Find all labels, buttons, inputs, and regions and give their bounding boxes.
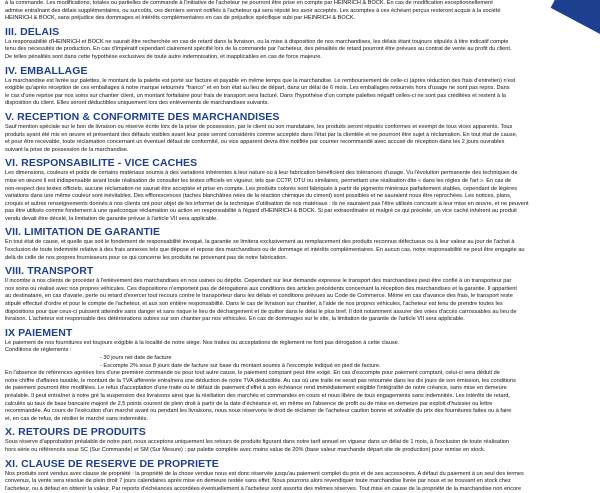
intro-line: à la commande. Les modifications, totales ou partielles de commande à l'initiative de l'acheteur ne pourront être prise en compte par HEINRICH & BOCK. En cas de modification exceptionnellement [5, 0, 493, 6]
section-text-line: suivant la prise de possession de la marchandise. [5, 146, 129, 153]
section-text-line: Le paiement de nos fournitures est toujours exigible à la localité de notre siège. Nos traites ou acceptations de règlement ne font pas dérogation à cette clause. [5, 339, 400, 346]
section-text-line: Nos produits sont vendus avec clause de propriété : la propriété de la chose vendue nous est donc réservée jusqu'au paiement complet du prix et de ses accessoires. A défaut du paiement à un seul des termes [5, 470, 524, 477]
section-text-line: Conditions de règlements : [5, 347, 72, 354]
section-title: XI. CLAUSE DE RESERVE DE PROPRIETE [5, 457, 219, 470]
section-text-line: - 30 jours net date de facture [100, 355, 172, 361]
section [5, 426, 587, 454]
section-text-line: et pour être recevable, toute réclamation concernant un éventuel défaut de conformité, ou vice apparent devra être notifiée par courrier recommandé avec accusé de réception dans les 2 jours ouvrables [5, 139, 505, 146]
section-text-line: vendu devait être décelé, la limitation de garantie prévue à l'article VII sera applicable. [5, 215, 218, 222]
section-text-line: le cas d'une reprise par nos soins sur chantier client, un montant forfaitaire pour frais de transport sera facturé. Dans l'hypothèse d'un compte palettes négatif celles-ci ne sont pas créditées et restent à la [5, 92, 507, 99]
section-text-line: Les dimensions, couleurs et poids de certains matériaux soumis à des variations inhérentes à leur nature ou à leur fabrication bénéficient des tolérances d'usage. Vu l'évolution permanente des techniques de [5, 170, 518, 177]
section [5, 111, 587, 154]
section-text-line: non-respect des textes officiels, aucune réclamation ne saurait être acceptée et prise en compte. Les produits colorés sont fabriqués à partir de pigments minéraux parfaitement stables, cependant de légères [5, 185, 518, 192]
section-title: VIII. TRANSPORT [5, 265, 94, 278]
section-title: III. DELAIS [5, 25, 60, 38]
terms-document [5, 0, 587, 493]
section-text-line: convenus, la vente sera résolue de plein droit 7 jours calendaires après mise en demeure restée sans effet. Nous pourrons alors revendiquer toute marchandise livrée par nous et se trouvant en stock chez [5, 478, 511, 485]
section-text-line: De telles pénalités sont dans cette hypothèse exclusives de toute autre indemnisation, et inapplicables en cas de force majeure. [5, 53, 322, 60]
section-title: X. RETOURS DE PRODUITS [5, 426, 146, 439]
section [5, 157, 587, 223]
section-title: V. RECEPTION & CONFORMITE DES MARCHANDISES [5, 110, 280, 123]
section-text-line: hors série ou référencés sous SC (Sur Commande) et SM (Sur Mesure) ; par palette complète avec moins value de 20% (base valeur marchande départ site de production) pour remise en stock. [5, 446, 486, 453]
section-title: IX PAIEMENT [5, 326, 73, 339]
section-text-line: La marchandise est livrée sur palettes, le montant de la palette est porté sur facture et payable en même temps que la marchandise. Le remboursement de celle-ci (après réduction des frais d'entretien) n'est [5, 77, 516, 84]
section-text-line: Sauf mention spéciale sur le bon de livraison ou réserve écrite lors de la prise de possession, par le client ou son mandataire, les produits seront réputés conformes et exempt de tous vices apparents. Tous [5, 123, 513, 130]
section [5, 26, 587, 62]
section-text-line: et, en cas de refus, de résilier le marché sans indemnités. [5, 415, 149, 422]
section-text-line: mise en œuvre il est indispensable avant toute réalisation de consulter les textes officiels en vigueur, tels que CCTP, DTU ou similaires, permettant une réalisation dite « dans les règles de l'art ». En cas de [5, 177, 512, 184]
section-text-line: de paiement pourront être modifiées. Le refus d'acceptation d'une traite ou le défaut de paiement d'effet à son échéance rend immédiatement exigible l'intégralité de notre créance, sans mise en demeure [5, 385, 507, 392]
section [5, 265, 587, 324]
section [5, 327, 587, 424]
section-text-line: l'acheteur, ou à défaut en obtenir la valeur. Par reports d'échéances accordées éventuellement à l'acheteur sont assortis des mêmes réserves. Tout mise en cause de la propriété de la marchandise non encore [5, 485, 522, 492]
section-text-line: La responsabilité d'HEINRICH et BOCK ne saurait être recherchée en cas de retard dans la livraison, ou la mise à disposition de nos marchandises, les délais étant toujours stipulés à titre indicatif compte [5, 38, 509, 45]
section-title: IV. EMBALLAGE [5, 64, 88, 77]
section-text-line: nos soins ou réalisé avec nos propres véhicules. Ces dispositions n'emportent pas de dérogations aux conditions des articles précédents concernant la réception des marchandises et la garantie. Il appartient [5, 285, 517, 292]
section [5, 65, 587, 108]
section-text-line: disposition du client. Elles seront déductibles uniquement lors des enlèvements de marchandises suivants. [5, 100, 269, 107]
section-text-line: En tout état de cause, et quelle que soit le fondement de responsabilité invoqué, la garantie se limitera exclusivement au remplacement des produits reconnus défectueux ou à leur valeur au jour de l'achat à [5, 239, 515, 246]
intro-line: admise entraînant des délais supplémentaires, ou surcoûts, ces derniers seront notifiés à l'acheteur qui sera réputé les avoir acceptés. Les acomptes à ces échéant perçus resteront acquis à la société [5, 7, 501, 14]
section-text-line: calculés au taux de base bancaire majoré de 2,5 points courent de plein droit à partir de la date d'échéance et, en même en l'absence de profit ou de mise en demeure par exploit d'huissier ou lettre [5, 400, 493, 407]
section-text-line: produits ayant été mis en œuvre et présentant des défauts visibles avant leur pose seront considérés comme acceptés dans l'état par la clientèle et ne pourront être sujet à réclamation. En tout état de cause, [5, 131, 518, 138]
section-title: VII. LIMITATION DE GARANTIE [5, 226, 161, 239]
section-text-line: notre chiffre d'affaires taxable, le montant de la TVA afférente entraînera une déduction de notre TVA déductible. Au cas où une traite ne serait pas retournée dans les dix jours de son émission, les conditions [5, 377, 516, 384]
section-text-line: tenu des nécessités de production. En cas d'impératif cependant clairement spécifié lors de la commande par l'acheteur, des pénalités de retard pourront être prévues au contrat de vente au profit du client. [5, 46, 512, 53]
section [5, 226, 587, 262]
section-text-line: recommandée. Au cours de l'exécution d'un marché avant ou pendant les livraisons, nous nous réservons le droit de réclamer de l'acheteur caution bonne et solvable du prix des fournitures faites ou à faire [5, 408, 512, 415]
section-text-line: variations dans une même couleur sont inévitables. Des efflorescences (taches blanchâtres nées de la réaction chimique du ciment) sont possibles et ne sauraient nous être reprochées. Les notices, plans, [5, 193, 512, 200]
section-text-line: exigible qu'après réception de ces emballages à notre marque retournés "franco" et en bon état au lieu de départ, dans un délai de 6 mois. Les emballages retournés hors d'usage ne sont pas repris. Dans [5, 85, 510, 92]
section-text-line: Sous réserve d'approbation préalable de notre part, nous acceptons uniquement les retours de produits figurant dans notre tarif annuel en vigueur dans un délai de 1 mois, à l'exclusion de toute réalisation [5, 439, 510, 446]
section [5, 458, 587, 493]
section-text-line: - Escompte 2% sous 8 jours date de facture sur base du montant soumis à l'escompte indiqué en pied de facture. [100, 362, 381, 369]
section-text-line: Il incombe à nos clients de procéder à l'enlèvement des marchandises en nos usines ou dépôts. Cependant sur leur demande expresse le transport des marchandises peut être confié à un transporteur par [5, 278, 512, 285]
section-text-line: livraison. L'acheteur est responsable des détériorations subies sur son chantier par nos véhicules. En cas de dommages sur le site, la limitation de garantie de l'article VII sera applicable. [5, 316, 465, 323]
section-title: VI. RESPONSABILITE - VICE CACHES [5, 157, 198, 170]
section-text-line: croquis et autres renseignements donnés à nos clients ont pour objet de les informer de la technique d'utilisation de nos matériaux : ils ne sauraient pas l'être utilisés concourir à leur mise en œuvre, et ne peuvent [5, 200, 529, 207]
intro-line: HEINRICH & BOCK, sans préjudice des dommages et intérêts complémentaires en cas de préjudice spécifique subi par HEINRICH & BOCK. [5, 15, 356, 22]
sections-container [5, 26, 587, 493]
section-text-line: préalable. Il peut entraîner à notre gré la suspension des livraisons ainsi que la résiliation des marchés et commandes en cours et nous libère de tous engagements sans indemnités. Les intérêts de retard, [5, 392, 510, 399]
section-text-line: delà de celle de nos propres fournisseurs pour ce qui concerne les produits ne provenant pas de notre fabrication. [5, 254, 288, 261]
section-text-line: pas être utilisés comme fondement à une quelconque réclamation ou action en responsabilité à l'égard d'HEINRICH & BOCK. Si par extraordinaire et malgré ce qui précède, un vice caché inhérent au produit [5, 208, 517, 215]
section-text-line: au destinataire, en cas d'avarie, perte ou retard d'exercer tout recours contre le transporteur dans les délais et conditions prévues au Code de Commerce. Même en cas d'avance des frais, le transport reste [5, 293, 513, 300]
section-text-line: stipulé effectué d'ordre et pour le compte de l'acheteur, et aux son entière responsabilité. Dans le cas de livraison sur chantier, à l'aide de nos propres véhicules, l'acheteur est tenu de prendre toutes les [5, 301, 503, 308]
section-text-line: En l'absence de références agréées lors d'une première commande ou pour tout autre cause, le paiement comptant peut être exigé. En cas d'escompte pour paiement comptant, celui-ci sera déduit de [5, 370, 500, 377]
section-text-line: dispositions pour que ceux-ci puissent atteindre sans danger et sans risque le lieu de déchargement et de quitter dans le délai le plus bref. Il doit notamment assurer des voies d'accès carrossables au lieu de [5, 308, 517, 315]
section-text-line: l'exclusion de toute indemnité relative à des frais annexes tels que dépose et repose des marchandises ou de dommage et intérêts complémentaires. En aucun cas, notre responsabilité ne peut être engagée au [5, 247, 525, 254]
intro-block [5, 0, 587, 23]
